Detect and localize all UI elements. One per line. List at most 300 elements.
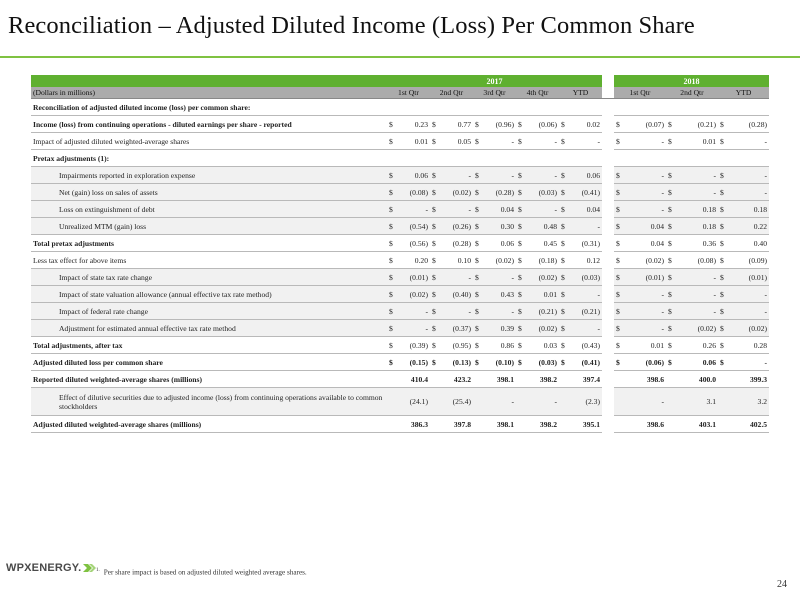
value-cell <box>430 218 473 235</box>
value-cell <box>387 388 430 416</box>
amount: 0.43 <box>500 289 514 299</box>
row-label: Total pretax adjustments <box>31 235 387 252</box>
row-label: Impact of state tax rate change <box>31 269 387 286</box>
value-cell <box>430 388 473 416</box>
value-cell <box>516 116 559 133</box>
amount: - <box>661 323 664 333</box>
column-gap <box>602 87 614 99</box>
currency-symbol: $ <box>389 289 393 299</box>
amount: (0.95) <box>452 340 471 350</box>
amount: 0.86 <box>500 340 514 350</box>
currency-symbol: $ <box>561 170 565 180</box>
row-label: Reported diluted weighted-average shares (millions) <box>31 371 387 388</box>
value-cell <box>666 337 718 354</box>
amount: 0.05 <box>457 136 471 146</box>
value <box>475 222 514 231</box>
amount: 0.01 <box>543 289 557 299</box>
value <box>720 222 767 231</box>
currency-symbol: $ <box>432 238 436 248</box>
amount: (0.01) <box>748 272 768 282</box>
value <box>432 222 471 231</box>
currency-symbol: $ <box>561 323 565 333</box>
value-cell <box>614 116 666 133</box>
value-cell <box>473 269 516 286</box>
table-row <box>31 201 769 218</box>
col-2017-q1: 1st Qtr <box>387 87 430 99</box>
amount: (0.41) <box>581 357 600 367</box>
value-cell <box>516 286 559 303</box>
currency-symbol: $ <box>668 187 672 197</box>
value-cell <box>614 303 666 320</box>
value <box>668 397 716 406</box>
value-cell <box>430 371 473 388</box>
value-cell <box>718 116 769 133</box>
value-cell <box>473 252 516 269</box>
currency-symbol: $ <box>561 289 565 299</box>
value-cell <box>430 235 473 252</box>
amount: 0.06 <box>702 357 716 367</box>
amount: 398.2 <box>539 374 557 384</box>
value <box>720 341 767 350</box>
reconciliation-table <box>31 75 769 433</box>
value <box>720 290 767 299</box>
amount: 0.45 <box>543 238 557 248</box>
currency-symbol: $ <box>720 255 724 265</box>
value <box>720 137 767 146</box>
amount: - <box>554 136 557 146</box>
currency-symbol: $ <box>616 136 620 146</box>
value <box>518 239 557 248</box>
value-cell <box>516 184 559 201</box>
currency-symbol: $ <box>432 357 436 367</box>
currency-symbol: $ <box>720 357 724 367</box>
amount: (0.02) <box>697 323 716 333</box>
value-cell <box>666 303 718 320</box>
currency-symbol: $ <box>668 289 672 299</box>
amount: 3.1 <box>706 397 716 406</box>
amount: 398.6 <box>646 419 664 429</box>
currency-symbol: $ <box>616 238 620 248</box>
amount: (0.43) <box>581 340 600 350</box>
currency-symbol: $ <box>475 357 479 367</box>
value-cell <box>430 354 473 371</box>
value-cell <box>473 133 516 150</box>
currency-symbol: $ <box>561 136 565 146</box>
currency-symbol: $ <box>475 238 479 248</box>
currency-symbol: $ <box>518 306 522 316</box>
amount: - <box>764 187 768 197</box>
amount: (0.54) <box>409 221 428 231</box>
value <box>475 307 514 316</box>
value-cell <box>666 235 718 252</box>
column-gap <box>602 75 614 87</box>
column-gap <box>602 133 614 150</box>
value <box>668 290 716 299</box>
row-label: Impairments reported in exploration expense <box>31 167 387 184</box>
value-cell <box>614 320 666 337</box>
amount: 397.8 <box>453 419 471 429</box>
currency-symbol: $ <box>616 119 620 129</box>
value-cell <box>559 235 602 252</box>
amount: 423.2 <box>453 374 471 384</box>
value <box>616 290 664 299</box>
currency-symbol: $ <box>616 272 620 282</box>
column-gap <box>602 320 614 337</box>
value-cell <box>614 201 666 218</box>
value <box>561 341 600 350</box>
value <box>518 205 557 214</box>
value-cell <box>718 184 769 201</box>
amount: - <box>425 323 428 333</box>
amount: 398.2 <box>539 419 557 429</box>
value <box>720 397 767 406</box>
value-cell <box>559 337 602 354</box>
amount: (0.39) <box>409 340 428 350</box>
amount: (0.08) <box>697 255 716 265</box>
value-cell <box>387 371 430 388</box>
amount: 0.18 <box>753 204 768 214</box>
value <box>720 358 767 367</box>
value <box>518 341 557 350</box>
value-cell <box>666 286 718 303</box>
value-cell <box>430 201 473 218</box>
value-cell <box>516 354 559 371</box>
value-cell <box>614 184 666 201</box>
value <box>561 307 600 316</box>
value-cell <box>559 320 602 337</box>
currency-symbol: $ <box>720 221 724 231</box>
amount: 402.5 <box>749 419 768 429</box>
amount: (0.02) <box>409 289 428 299</box>
value-cell <box>666 388 718 416</box>
amount: - <box>661 204 664 214</box>
currency-symbol: $ <box>668 306 672 316</box>
currency-symbol: $ <box>389 119 393 129</box>
currency-symbol: $ <box>561 238 565 248</box>
amount: - <box>764 136 768 146</box>
value-cell <box>718 150 769 167</box>
currency-symbol: $ <box>616 255 620 265</box>
amount: - <box>713 289 716 299</box>
year-2017: 2017 <box>387 75 602 87</box>
amount: 0.01 <box>702 136 716 146</box>
value <box>561 273 600 282</box>
value-cell <box>614 218 666 235</box>
value-cell <box>516 388 559 416</box>
amount: (0.02) <box>748 323 768 333</box>
amount: 403.1 <box>698 419 716 429</box>
value <box>475 171 514 180</box>
currency-symbol: $ <box>389 187 393 197</box>
currency-symbol: $ <box>668 340 672 350</box>
amount: - <box>764 306 768 316</box>
amount: (0.03) <box>538 357 557 367</box>
amount: 0.28 <box>753 340 768 350</box>
currency-symbol: $ <box>616 187 620 197</box>
amount: (0.10) <box>495 357 514 367</box>
value-cell <box>614 99 666 116</box>
value-cell <box>387 269 430 286</box>
value-cell <box>614 269 666 286</box>
value <box>432 239 471 248</box>
currency-symbol: $ <box>616 221 620 231</box>
amount: 398.1 <box>496 374 514 384</box>
currency-symbol: $ <box>432 170 436 180</box>
currency-symbol: $ <box>668 204 672 214</box>
currency-symbol: $ <box>518 204 522 214</box>
value-cell <box>516 371 559 388</box>
value-cell <box>614 133 666 150</box>
currency-symbol: $ <box>720 136 724 146</box>
amount: - <box>468 306 471 316</box>
amount: (0.09) <box>748 255 768 265</box>
value-cell <box>718 303 769 320</box>
currency-symbol: $ <box>616 323 620 333</box>
value <box>616 137 664 146</box>
value <box>432 137 471 146</box>
value-cell <box>614 388 666 416</box>
currency-symbol: $ <box>432 119 436 129</box>
value-cell <box>666 99 718 116</box>
column-gap <box>602 218 614 235</box>
amount: - <box>511 397 514 406</box>
currency-symbol: $ <box>475 340 479 350</box>
amount: 0.04 <box>500 204 514 214</box>
currency-symbol: $ <box>720 119 724 129</box>
currency-symbol: $ <box>475 187 479 197</box>
value <box>475 324 514 333</box>
column-gap <box>602 99 614 116</box>
value <box>432 397 471 406</box>
column-gap <box>602 416 614 433</box>
amount: - <box>597 221 600 231</box>
table-row <box>31 252 769 269</box>
value-cell <box>430 286 473 303</box>
value-cell <box>516 320 559 337</box>
amount: - <box>511 170 514 180</box>
currency-symbol: $ <box>668 136 672 146</box>
value <box>720 375 767 384</box>
currency-symbol: $ <box>475 255 479 265</box>
currency-symbol: $ <box>720 272 724 282</box>
table-row <box>31 269 769 286</box>
value <box>389 120 428 129</box>
value <box>389 307 428 316</box>
value-cell <box>614 235 666 252</box>
amount: 410.4 <box>410 374 428 384</box>
year-2018: 2018 <box>614 75 769 87</box>
amount: 400.0 <box>698 374 716 384</box>
amount: - <box>597 289 600 299</box>
value-cell <box>473 150 516 167</box>
currency-symbol: $ <box>720 238 724 248</box>
value <box>518 222 557 231</box>
value-cell <box>718 99 769 116</box>
currency-symbol: $ <box>668 272 672 282</box>
column-gap <box>602 252 614 269</box>
column-gap <box>602 184 614 201</box>
amount: 0.22 <box>753 221 768 231</box>
year-header-row <box>31 75 769 87</box>
footnote-text: Per share impact is based on adjusted diluted weighted average shares. <box>103 568 307 577</box>
value <box>561 375 600 384</box>
value-cell <box>387 167 430 184</box>
col-2018-ytd: YTD <box>718 87 769 99</box>
amount: (0.56) <box>409 238 428 248</box>
column-gap <box>602 235 614 252</box>
value-cell <box>387 337 430 354</box>
currency-symbol: $ <box>720 187 724 197</box>
currency-symbol: $ <box>432 255 436 265</box>
column-gap <box>602 337 614 354</box>
value <box>518 256 557 265</box>
currency-symbol: $ <box>616 204 620 214</box>
value <box>389 324 428 333</box>
value <box>432 307 471 316</box>
value <box>432 188 471 197</box>
currency-symbol: $ <box>616 170 620 180</box>
amount: (0.31) <box>581 238 600 248</box>
amount: - <box>425 204 428 214</box>
amount: (0.03) <box>581 272 600 282</box>
value-cell <box>718 320 769 337</box>
value <box>518 137 557 146</box>
value <box>668 420 716 429</box>
value-cell <box>718 388 769 416</box>
amount: (0.06) <box>538 119 557 129</box>
value-cell <box>559 167 602 184</box>
value-cell <box>473 286 516 303</box>
currency-symbol: $ <box>720 170 724 180</box>
value <box>518 358 557 367</box>
row-label: Less tax effect for above items <box>31 252 387 269</box>
value-cell <box>430 416 473 433</box>
currency-symbol: $ <box>389 221 393 231</box>
value-cell <box>516 269 559 286</box>
currency-symbol: $ <box>518 323 522 333</box>
value <box>432 171 471 180</box>
value <box>389 239 428 248</box>
value-cell <box>516 99 559 116</box>
value <box>389 137 428 146</box>
value-cell <box>718 354 769 371</box>
value-cell <box>718 252 769 269</box>
row-label: Income (loss) from continuing operations - diluted earnings per share - reported <box>31 116 387 133</box>
currency-symbol: $ <box>668 221 672 231</box>
currency-symbol: $ <box>432 306 436 316</box>
amount: - <box>597 323 600 333</box>
value-cell <box>666 133 718 150</box>
currency-symbol: $ <box>475 289 479 299</box>
amount: (25.4) <box>452 397 471 406</box>
currency-symbol: $ <box>518 272 522 282</box>
value-cell <box>614 371 666 388</box>
amount: - <box>511 306 514 316</box>
value <box>668 239 716 248</box>
col-2017-q2: 2nd Qtr <box>430 87 473 99</box>
amount: - <box>597 136 600 146</box>
value-cell <box>718 235 769 252</box>
currency-symbol: $ <box>668 119 672 129</box>
value <box>475 137 514 146</box>
amount: - <box>764 357 768 367</box>
value-cell <box>473 218 516 235</box>
table-row <box>31 303 769 320</box>
value <box>432 324 471 333</box>
value-cell <box>387 99 430 116</box>
value-cell <box>473 354 516 371</box>
amount: 398.1 <box>496 419 514 429</box>
amount: - <box>764 170 768 180</box>
currency-symbol: $ <box>561 357 565 367</box>
value-cell <box>666 184 718 201</box>
value-cell <box>718 416 769 433</box>
value <box>475 375 514 384</box>
row-label: Reconciliation of adjusted diluted income (loss) per common share: <box>31 99 387 116</box>
amount: - <box>468 272 471 282</box>
value-cell <box>666 252 718 269</box>
value <box>561 420 600 429</box>
value-cell <box>516 167 559 184</box>
row-label: Impact of federal rate change <box>31 303 387 320</box>
currency-symbol: $ <box>561 255 565 265</box>
units-label: (Dollars in millions) <box>31 87 387 99</box>
logo-text: WPXENERGY. <box>6 562 82 574</box>
amount: 0.36 <box>702 238 716 248</box>
value <box>389 222 428 231</box>
value-cell <box>387 252 430 269</box>
amount: 0.04 <box>650 238 664 248</box>
value-cell <box>666 167 718 184</box>
value <box>720 239 767 248</box>
currency-symbol: $ <box>518 238 522 248</box>
value <box>616 120 664 129</box>
value <box>389 273 428 282</box>
value-cell <box>559 150 602 167</box>
value-cell <box>430 133 473 150</box>
amount: 386.3 <box>410 419 428 429</box>
value-cell <box>387 235 430 252</box>
amount: 397.4 <box>582 374 600 384</box>
amount: (0.21) <box>538 306 557 316</box>
value-cell <box>718 167 769 184</box>
value <box>475 205 514 214</box>
value <box>518 375 557 384</box>
value-cell <box>718 201 769 218</box>
amount: 0.20 <box>414 255 428 265</box>
value <box>475 358 514 367</box>
value-cell <box>666 354 718 371</box>
value-cell <box>559 416 602 433</box>
value <box>518 324 557 333</box>
value-cell <box>559 218 602 235</box>
amount: 0.06 <box>586 170 600 180</box>
currency-symbol: $ <box>432 221 436 231</box>
value <box>561 171 600 180</box>
amount: 398.6 <box>646 374 664 384</box>
value-cell <box>430 150 473 167</box>
row-label: Adjusted diluted weighted-average shares (millions) <box>31 416 387 433</box>
amount: (0.28) <box>748 119 768 129</box>
value-cell <box>666 320 718 337</box>
amount: - <box>425 306 428 316</box>
amount: (24.1) <box>409 397 428 406</box>
col-2018-q1: 1st Qtr <box>614 87 666 99</box>
amount: 0.04 <box>650 221 664 231</box>
value <box>432 375 471 384</box>
value-cell <box>387 416 430 433</box>
currency-symbol: $ <box>668 170 672 180</box>
